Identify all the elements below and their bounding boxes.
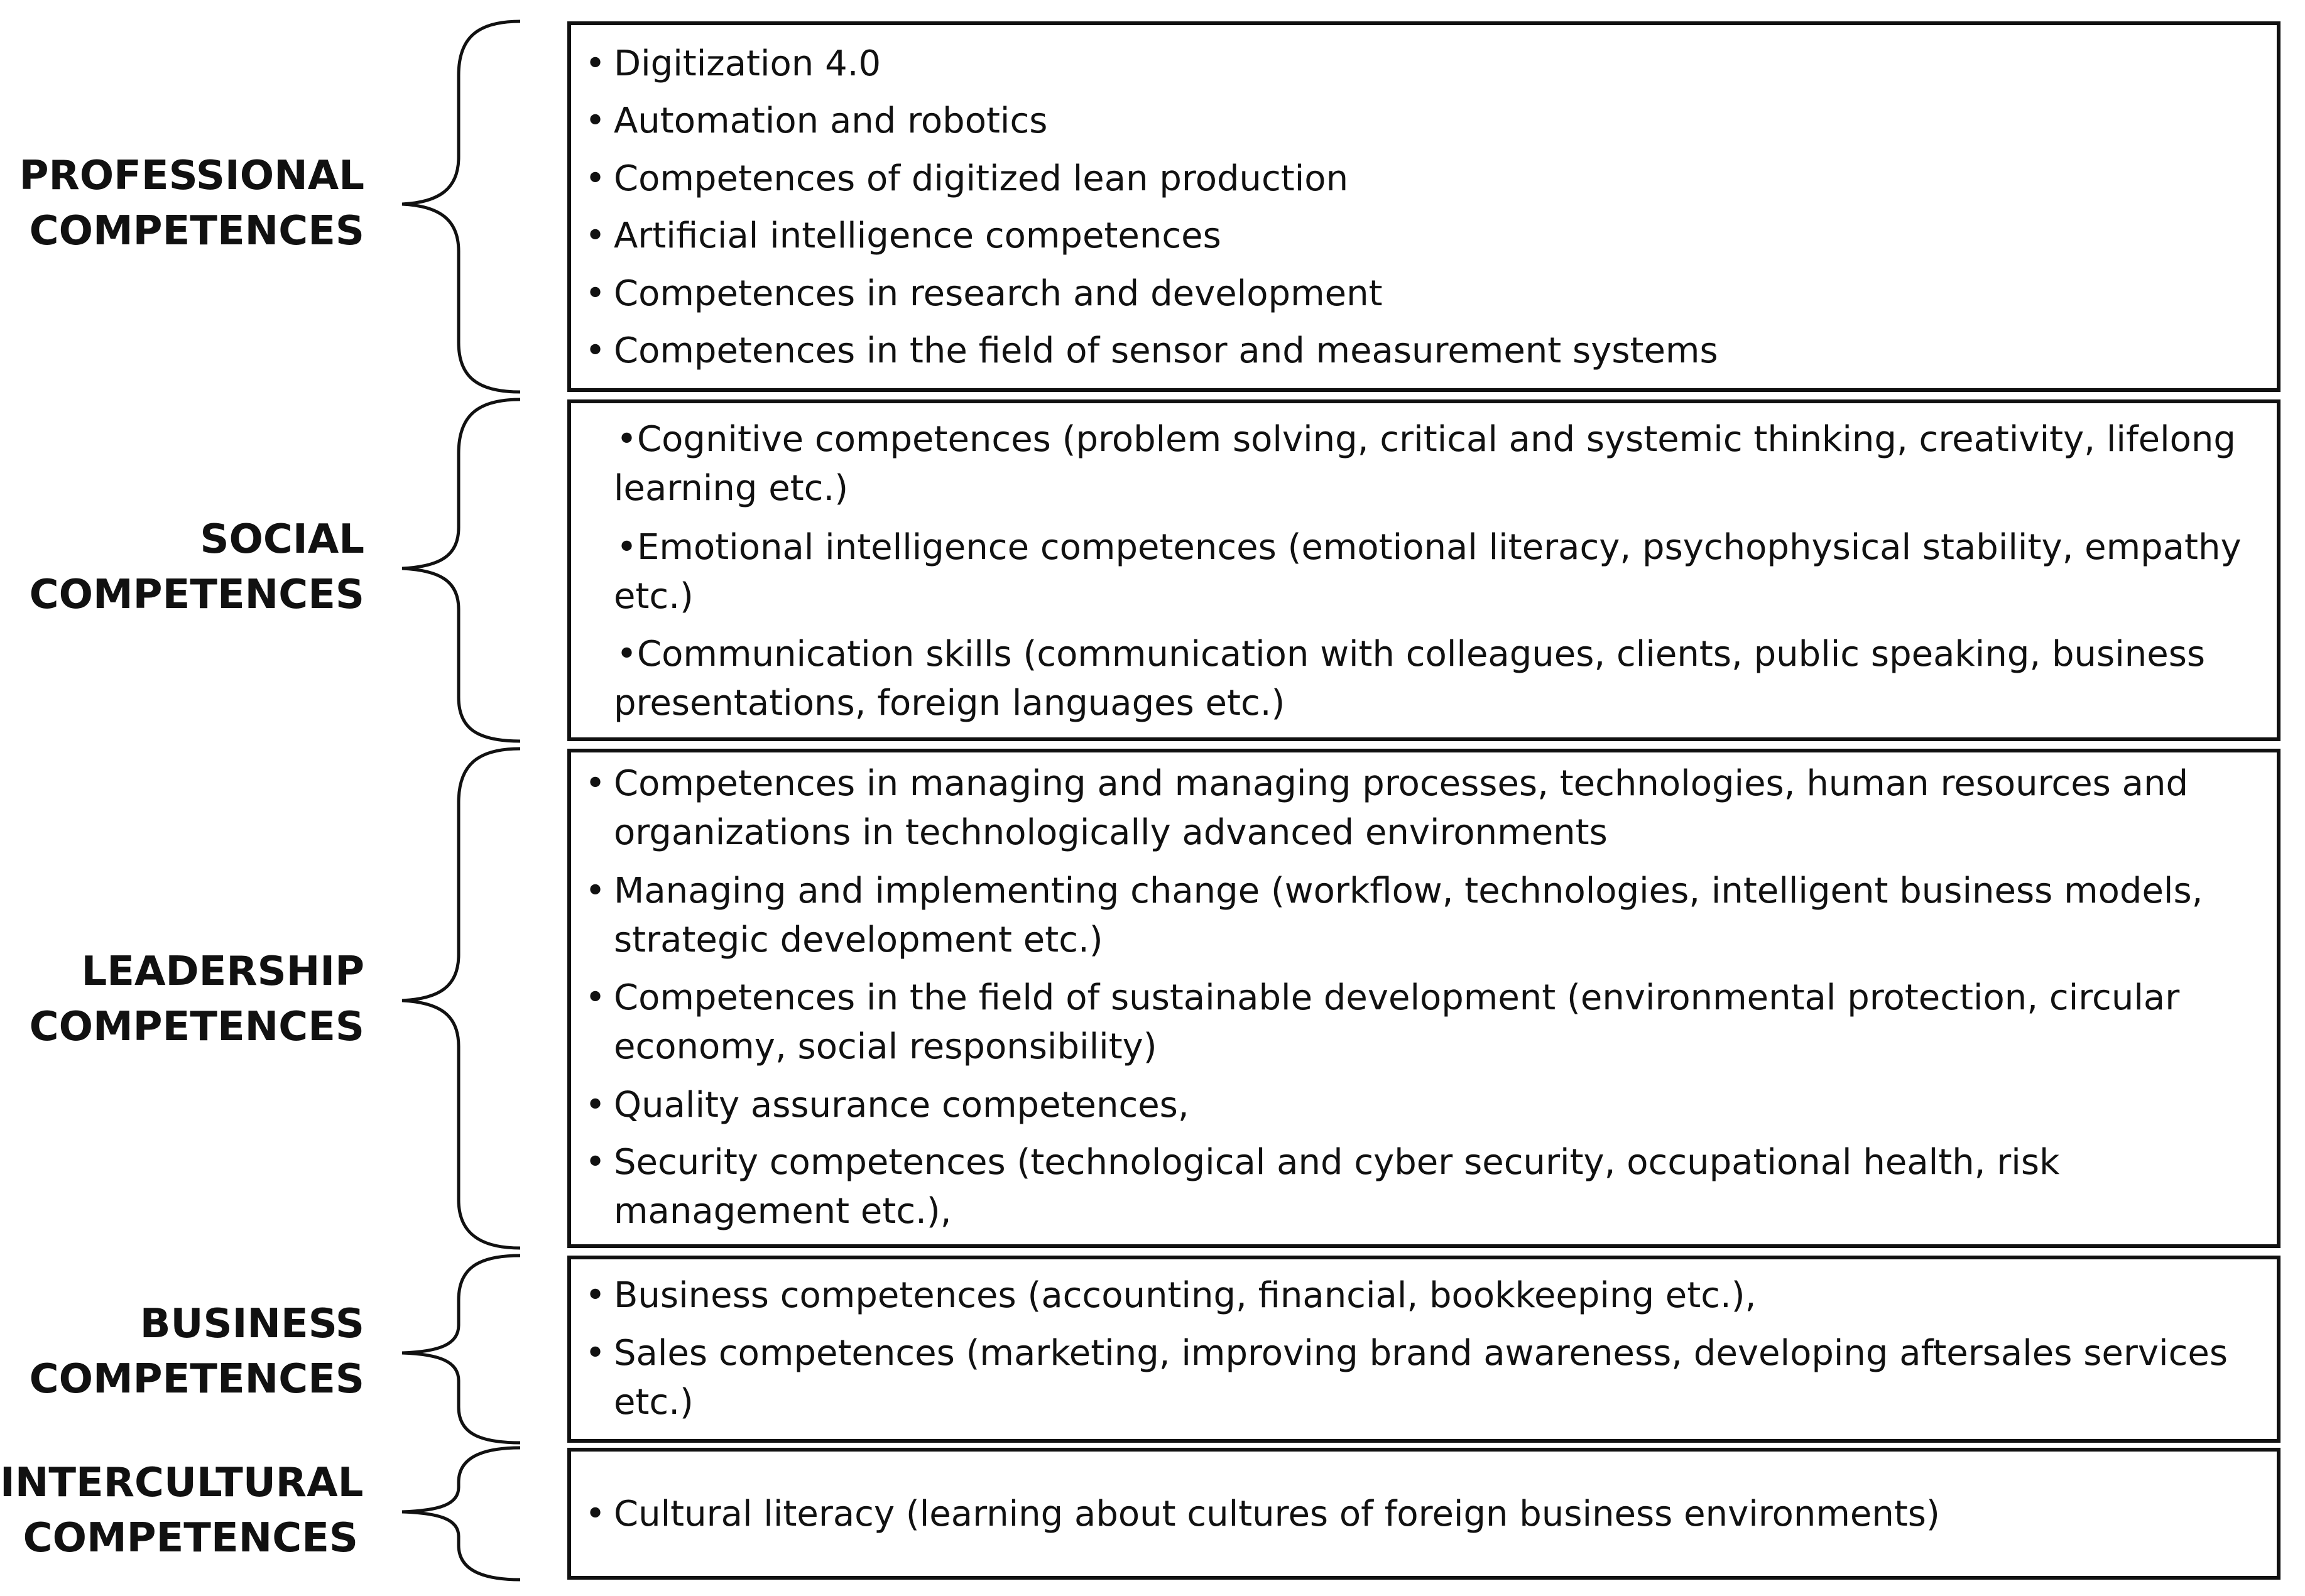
list-item: • Artificial intelligence competences	[585, 215, 1221, 256]
list-item: •Cognitive competences (problem solving, critical and systemic thinking, creativity, lifelong	[616, 419, 2236, 460]
list-item: • Cultural literacy (learning about cultures of foreign business environments)	[585, 1494, 1940, 1534]
item-text: Competences in the field of sustainable development (environmental protection, circular	[614, 977, 2180, 1018]
item-text: Business competences (accounting, financial, bookkeeping etc.),	[614, 1275, 1757, 1316]
item-text: Automation and robotics	[614, 100, 1048, 141]
brace-leadership	[402, 749, 520, 1248]
list-item: • Quality assurance competences,	[585, 1085, 1189, 1126]
item-text: Competences in the field of sensor and measurement systems	[614, 330, 1718, 371]
list-item: • Competences in managing and managing processes, technologies, human resources and	[585, 763, 2188, 804]
list-item: •Communication skills (communication with colleagues, clients, public speaking, business	[616, 634, 2206, 675]
item-text: Competences in research and development	[614, 273, 1383, 314]
label-business	[0, 1296, 364, 1407]
brace-business	[402, 1256, 520, 1443]
box-leadership	[567, 749, 2280, 1248]
brace-social	[402, 399, 520, 741]
label-intercultural	[0, 1455, 364, 1566]
label-line: COMPETENCES	[23, 1515, 358, 1561]
label-line: SOCIAL	[200, 516, 364, 563]
list-item: • Digitization 4.0	[585, 43, 881, 84]
list-item: • Competences in the field of sustainable development (environmental protection, circular	[585, 977, 2180, 1018]
item-text-continued: economy, social responsibility)	[614, 1026, 1157, 1067]
item-text: Cognitive competences (problem solving, critical and systemic thinking, creativity, lifelong	[637, 419, 2236, 460]
box-social	[567, 399, 2280, 741]
label-social	[0, 512, 364, 622]
list-item: •Emotional intelligence competences (emotional literacy, psychophysical stability, empathy	[616, 527, 2242, 568]
item-text: Managing and implementing change (workflow, technologies, intelligent business models,	[614, 871, 2203, 911]
brace-professional	[402, 21, 520, 392]
item-text: Sales competences (marketing, improving brand awareness, developing aftersales services	[614, 1333, 2228, 1374]
label-line: BUSINESS	[139, 1301, 364, 1347]
box-intercultural	[567, 1448, 2280, 1580]
box-business	[567, 1256, 2280, 1443]
label-line: INTERCULTURAL	[0, 1460, 364, 1506]
list-item: • Sales competences (marketing, improving brand awareness, developing aftersales services	[585, 1333, 2228, 1374]
item-text-continued: management etc.),	[614, 1191, 952, 1232]
list-item: • Automation and robotics	[585, 100, 1048, 141]
list-item: • Competences of digitized lean production	[585, 158, 1349, 199]
item-text: Communication skills (communication with colleagues, clients, public speaking, business	[637, 634, 2206, 675]
list-item: • Competences in research and development	[585, 273, 1383, 314]
brace-intercultural	[402, 1448, 520, 1580]
label-professional	[0, 148, 364, 259]
label-line: COMPETENCES	[29, 1356, 364, 1403]
item-text: Cultural literacy (learning about cultures of foreign business environments)	[614, 1494, 1940, 1534]
item-text-continued: strategic development etc.)	[614, 920, 1103, 960]
item-text-continued: etc.)	[614, 576, 694, 617]
item-text: Security competences (technological and cyber security, occupational health, risk	[614, 1142, 2060, 1183]
label-line: COMPETENCES	[29, 572, 364, 618]
label-line: COMPETENCES	[29, 1004, 364, 1050]
box-professional	[567, 21, 2280, 392]
item-text-continued: etc.)	[614, 1382, 694, 1423]
label-line: PROFESSIONAL	[19, 153, 364, 199]
item-text: Competences of digitized lean production	[614, 158, 1349, 199]
item-text: Competences in managing and managing processes, technologies, human resources and	[614, 763, 2188, 804]
item-text: Emotional intelligence competences (emotional literacy, psychophysical stability, empathy	[637, 527, 2242, 568]
label-leadership	[0, 944, 364, 1055]
item-text: Digitization 4.0	[614, 43, 881, 84]
list-item: • Competences in the field of sensor and measurement systems	[585, 330, 1718, 371]
list-item: • Managing and implementing change (workflow, technologies, intelligent business models,	[585, 871, 2203, 911]
item-text: Artificial intelligence competences	[614, 215, 1221, 256]
item-text-continued: organizations in technologically advanced environments	[614, 812, 1608, 853]
list-item: • Business competences (accounting, financial, bookkeeping etc.),	[585, 1275, 1757, 1316]
label-line: COMPETENCES	[29, 208, 364, 254]
item-text-continued: presentations, foreign languages etc.)	[614, 683, 1285, 724]
label-line: LEADERSHIP	[81, 948, 364, 995]
item-text-continued: learning etc.)	[614, 468, 849, 509]
list-item: • Security competences (technological and cyber security, occupational health, risk	[585, 1142, 2060, 1183]
item-text: Quality assurance competences,	[614, 1085, 1189, 1126]
